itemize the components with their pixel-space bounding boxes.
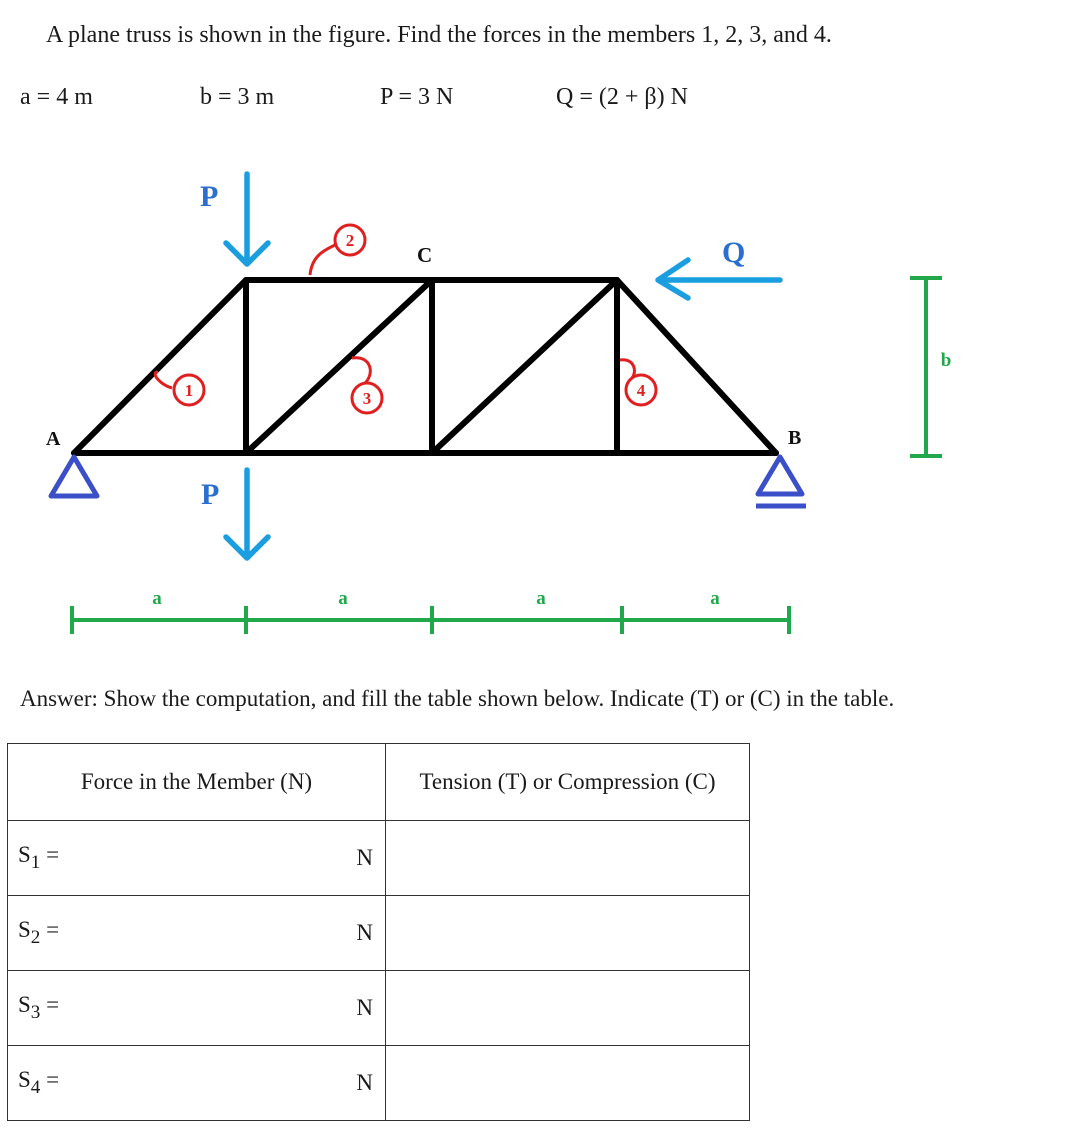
problem-statement: A plane truss is shown in the figure. Find the forces in the members 1, 2, 3, and 4. bbox=[46, 22, 832, 48]
unit-s3: N bbox=[356, 995, 373, 1020]
dimension-label-a-3: a bbox=[536, 588, 546, 609]
member-number-4: 4 bbox=[636, 381, 646, 400]
member-number-1: 1 bbox=[184, 381, 194, 400]
right-end-diagonal bbox=[617, 280, 776, 453]
member-1-left-diagonal bbox=[74, 280, 246, 453]
support-a bbox=[51, 457, 97, 496]
load-arrow-p-top bbox=[226, 174, 268, 264]
param-q: Q = (2 + β) N bbox=[556, 84, 688, 110]
force-cell-s3[interactable] bbox=[8, 971, 386, 1046]
label-s2: $S_2$ = bbox=[18, 917, 60, 948]
support-b bbox=[758, 457, 802, 494]
member-number-3: 3 bbox=[362, 389, 372, 408]
unit-s4: N bbox=[356, 1070, 373, 1095]
table-row-s3 bbox=[8, 971, 750, 1046]
tc-cell-s4[interactable] bbox=[386, 1046, 750, 1121]
node-label-a: A bbox=[46, 428, 61, 450]
label-s3: $S_3$ = bbox=[18, 992, 60, 1023]
force-cell-s4[interactable] bbox=[8, 1046, 386, 1121]
dimension-label-a-2: a bbox=[338, 588, 348, 609]
member-number-2: 2 bbox=[345, 231, 355, 250]
table-row-s4 bbox=[8, 1046, 750, 1121]
dimension-label-a-1: a bbox=[152, 588, 162, 609]
load-arrow-q bbox=[658, 260, 780, 298]
results-table bbox=[7, 743, 750, 1121]
label-s4: $S_4$ = bbox=[18, 1067, 60, 1098]
truss-diagram bbox=[0, 150, 1080, 640]
param-a: a = 4 m bbox=[20, 84, 93, 110]
force-cell-s2[interactable] bbox=[8, 896, 386, 971]
tc-cell-s3[interactable] bbox=[386, 971, 750, 1046]
truss-members bbox=[74, 280, 776, 453]
load-label-q: Q bbox=[722, 236, 746, 269]
answer-prompt: Answer: Show the computation, and fill the table shown below. Indicate (T) or (C) in the table. bbox=[20, 686, 895, 711]
node-label-b: B bbox=[788, 427, 802, 449]
member-3-diagonal bbox=[246, 280, 432, 453]
member-tags bbox=[155, 225, 656, 413]
header-tension-compression: Tension (T) or Compression (C) bbox=[386, 744, 750, 821]
unit-s1: N bbox=[356, 845, 373, 870]
inner-diagonal-right bbox=[432, 280, 617, 453]
unit-s2: N bbox=[356, 920, 373, 945]
table-row-s1 bbox=[8, 821, 750, 896]
label-s1: $S_1$ = bbox=[18, 842, 60, 873]
dimension-label-b: b bbox=[940, 350, 952, 371]
supports bbox=[51, 457, 806, 506]
load-label-p-bottom: P bbox=[201, 478, 220, 511]
dimension-label-a-4: a bbox=[710, 588, 720, 609]
load-arrow-p-bottom bbox=[226, 470, 268, 558]
node-label-c: C bbox=[417, 243, 433, 267]
table-header-row bbox=[8, 744, 750, 821]
tc-cell-s1[interactable] bbox=[386, 821, 750, 896]
force-cell-s1[interactable] bbox=[8, 821, 386, 896]
tc-cell-s2[interactable] bbox=[386, 896, 750, 971]
param-b: b = 3 m bbox=[200, 84, 275, 110]
load-label-p-top: P bbox=[200, 180, 219, 213]
header-force: Force in the Member (N) bbox=[8, 744, 386, 821]
param-p: P = 3 N bbox=[380, 84, 454, 110]
table-row-s2 bbox=[8, 896, 750, 971]
